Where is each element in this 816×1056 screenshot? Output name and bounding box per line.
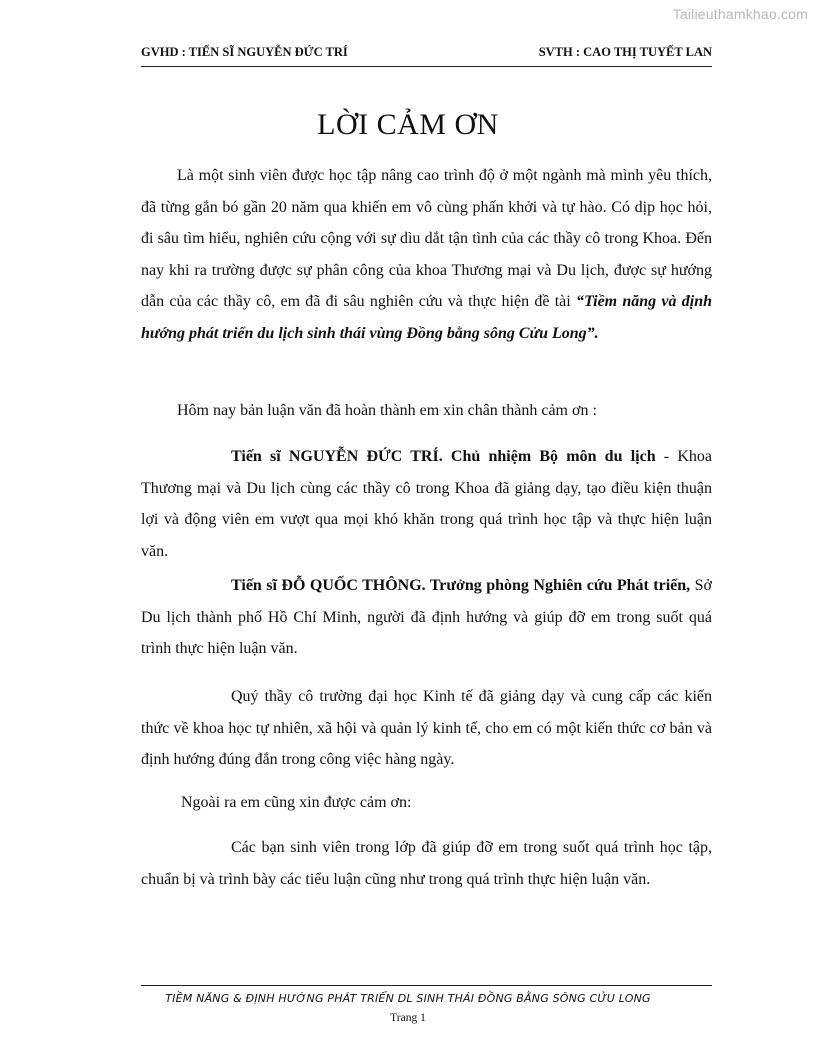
second-person-name: Tiến sĩ ĐỖ QUỐC THÔNG. Trưởng phòng Nghiên cứu Phát triển, bbox=[231, 577, 691, 594]
advisor-name: Tiến sĩ NGUYỄN ĐỨC TRÍ. Chủ nhiệm Bộ môn du lịch bbox=[231, 448, 656, 465]
footer-title: TIỀM NĂNG & ĐỊNH HƯỚNG PHÁT TRIỂN DL SINH THÁI ĐỒNG BẰNG SÔNG CỬU LONG bbox=[165, 992, 651, 1005]
thesis-topic: “Tiềm năng và định hướng phát triển du lịch sinh thái vùng Đồng bằng sông Cửu Long”. bbox=[141, 293, 712, 342]
paragraph-thanks-lead bbox=[141, 395, 712, 427]
paragraph-classmates-thanks bbox=[141, 832, 712, 895]
classmates-thanks-text: Các bạn sinh viên trong lớp đã giúp đỡ em trong suốt quá trình học tập, chuẩn bị và trình bày các tiểu luận cũng như trong quá trình thực hiện luận văn. bbox=[141, 839, 712, 888]
header-advisor: GVHD : TIẾN SĨ NGUYỄN ĐỨC TRÍ bbox=[141, 45, 348, 59]
second-thanks-text: Sở Du lịch thành phố Hồ Chí Minh, người đã định hướng và giúp đỡ em trong suốt quá trình thực hiện luận văn. bbox=[141, 577, 713, 657]
also-thanks-text: Ngoài ra em cũng xin được cảm ơn: bbox=[181, 794, 412, 811]
paragraph-advisor-thanks bbox=[141, 441, 712, 567]
page-header bbox=[141, 45, 712, 60]
page-title: LỜI CẢM ƠN bbox=[317, 108, 499, 141]
advisor-thanks-text: - Khoa Thương mại và Du lịch cùng các thầy cô trong Khoa đã giảng dạy, tạo điều kiện thuận lợi và động viên em vượt qua mọi khó khăn trong quá trình học tập và thực hiện luận văn. bbox=[141, 448, 713, 560]
paragraph-intro bbox=[141, 160, 712, 349]
watermark-text: Tailieuthamkhao.com bbox=[672, 6, 808, 22]
header-student: SVTH : CAO THỊ TUYẾT LAN bbox=[538, 45, 712, 59]
paragraph-teachers-thanks bbox=[141, 681, 712, 776]
paragraph-also-thanks bbox=[141, 787, 712, 819]
thanks-lead-text: Hôm nay bản luận văn đã hoàn thành em xin chân thành cảm ơn : bbox=[177, 402, 597, 419]
footer-divider bbox=[141, 985, 712, 986]
teachers-thanks-text: Quý thầy cô trường đại học Kinh tế đã giảng dạy và cung cấp các kiến thức về khoa học tự nhiên, xã hội và quản lý kinh tế, cho em có một kiến thức cơ bản và định hướng đúng đắn trong công việc hàng ngày. bbox=[141, 688, 712, 768]
paragraph-second-thanks bbox=[141, 570, 712, 665]
header-divider bbox=[141, 66, 712, 67]
page-number: Trang 1 bbox=[390, 1012, 426, 1024]
intro-text: Là một sinh viên được học tập nâng cao trình độ ở một ngành mà mình yêu thích, đã từng gắn bó gần 20 năm qua khiến em vô cùng phấn khởi và tự hào. Có dịp học hỏi, đi sâu tìm hiểu, nghiên cứu cộng với sự dìu dắt tận tình của các thầy cô trong Khoa. Đến nay khi ra trường được sự phân công của khoa Thương mại và Du lịch, được sự hướng dẫn của các thầy cô, em đã đi sâu nghiên cứu và thực hiện đề tài bbox=[141, 167, 712, 310]
